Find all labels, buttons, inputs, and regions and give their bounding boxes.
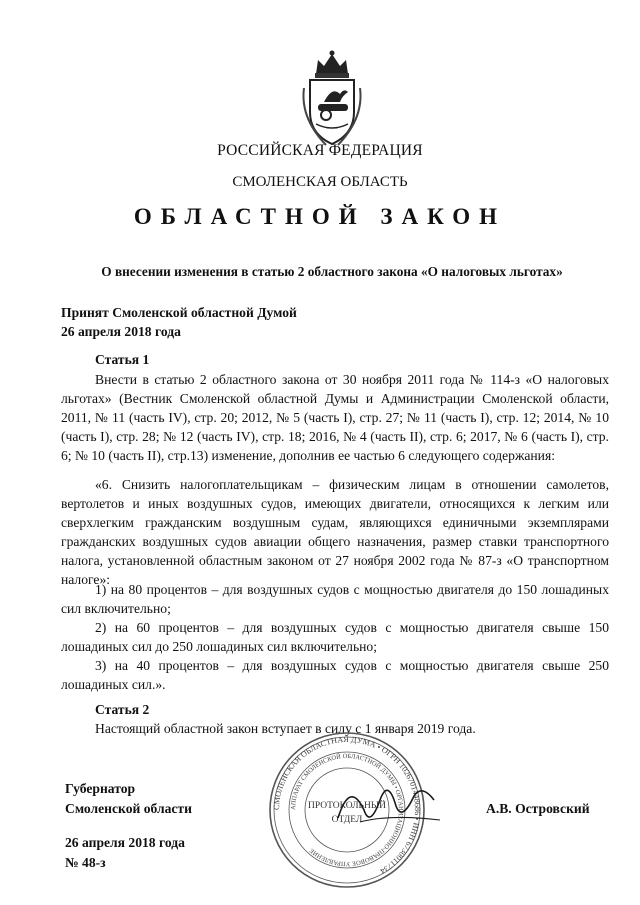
list-item-2: 2) на 60 процентов – для воздушных судов с мощностью двигателя свыше 150 лошадиных сил до 250 лошадиных сил включительно; bbox=[61, 620, 609, 654]
law-type-heading: ОБЛАСТНОЙ ЗАКОН bbox=[133, 204, 507, 229]
adoption-body: Принят Смоленской областной Думой bbox=[61, 305, 297, 320]
signing-info bbox=[65, 833, 185, 873]
signatory-title bbox=[65, 779, 192, 819]
article-1-part-6: «6. Снизить налогоплательщикам – физическим лицам в отношении самолетов, вертолетов и иных воздушных судов, имеющих двигатели, относящихся к легким или сверхлегким гражданским воздушным судам, являющихся единичными экземплярами гражданских воздушных судов авиации общего назначения, размер ставки транспортного налога, установленной областным законом от 27 ноября 2002 года № 87-з «О транспортном налоге»: bbox=[61, 477, 609, 587]
law-title: О внесении изменения в статью 2 областного закона «О налоговых льготах» bbox=[101, 264, 563, 279]
signatory-title-line-2: Смоленской области bbox=[65, 801, 192, 816]
coat-of-arms-emblem bbox=[296, 48, 368, 148]
adoption-date: 26 апреля 2018 года bbox=[61, 324, 181, 339]
signatory-title-line-1: Губернатор bbox=[65, 781, 136, 796]
adoption-info bbox=[61, 303, 297, 341]
list-item-1: 1) на 80 процентов – для воздушных судов с мощностью двигателя до 150 лошадиных сил включительно; bbox=[61, 582, 609, 616]
handwritten-signature bbox=[330, 770, 450, 840]
article-2-text: Настоящий областной закон вступает в силу с 1 января 2019 года. bbox=[95, 721, 476, 736]
stamp-outer-text: СМОЛЕНСКАЯ ОБЛАСТНАЯ ДУМА • ОГРН 1026701448686 • ИНН 6730011734 bbox=[271, 734, 423, 876]
stamp-center-line-1: ПРОТОКОЛЬНЫЙ bbox=[307, 801, 387, 811]
stamp-inner-text: АППАРАТ СМОЛЕНСКОЙ ОБЛАСТНОЙ ДУМЫ • ОРГАНИЗАЦИОННО-ПРАВОВОЕ УПРАВЛЕНИЕ bbox=[289, 752, 405, 868]
article-1-intro: Внести в статью 2 областного закона от 30 ноября 2011 года № 114-з «О налоговых льготах» (Вестник Смоленской областной Думы и Администрации Смоленской области, 2011, № 11 (часть IV), стр. 20; 2012, № 5 (часть I), стр. 27; № 11 (часть I), стр. 12; 2014, № 10 (часть I), стр. 28; № 12 (часть IV), стр. 18; 2016, № 4 (часть II), стр. 6; 2017, № 6 (часть I), стр. 6; № 10 (часть II), стр.13) изменение, дополнив ее частью 6 следующего содержания: bbox=[61, 372, 609, 463]
signing-date: 26 апреля 2018 года bbox=[65, 835, 185, 850]
law-number: № 48-з bbox=[65, 855, 106, 870]
article-1-heading: Статья 1 bbox=[95, 352, 150, 367]
stamp-center-line-2: ОТДЕЛ bbox=[331, 815, 363, 825]
signatory-name: А.В. Островский bbox=[486, 801, 590, 816]
article-2-heading: Статья 2 bbox=[95, 702, 150, 717]
country-heading: РОССИЙСКАЯ ФЕДЕРАЦИЯ bbox=[217, 142, 423, 159]
list-item-3: 3) на 40 процентов – для воздушных судов с мощностью двигателя свыше 250 лошадиных сил.». bbox=[61, 658, 609, 692]
region-heading: СМОЛЕНСКАЯ ОБЛАСТЬ bbox=[232, 174, 408, 190]
